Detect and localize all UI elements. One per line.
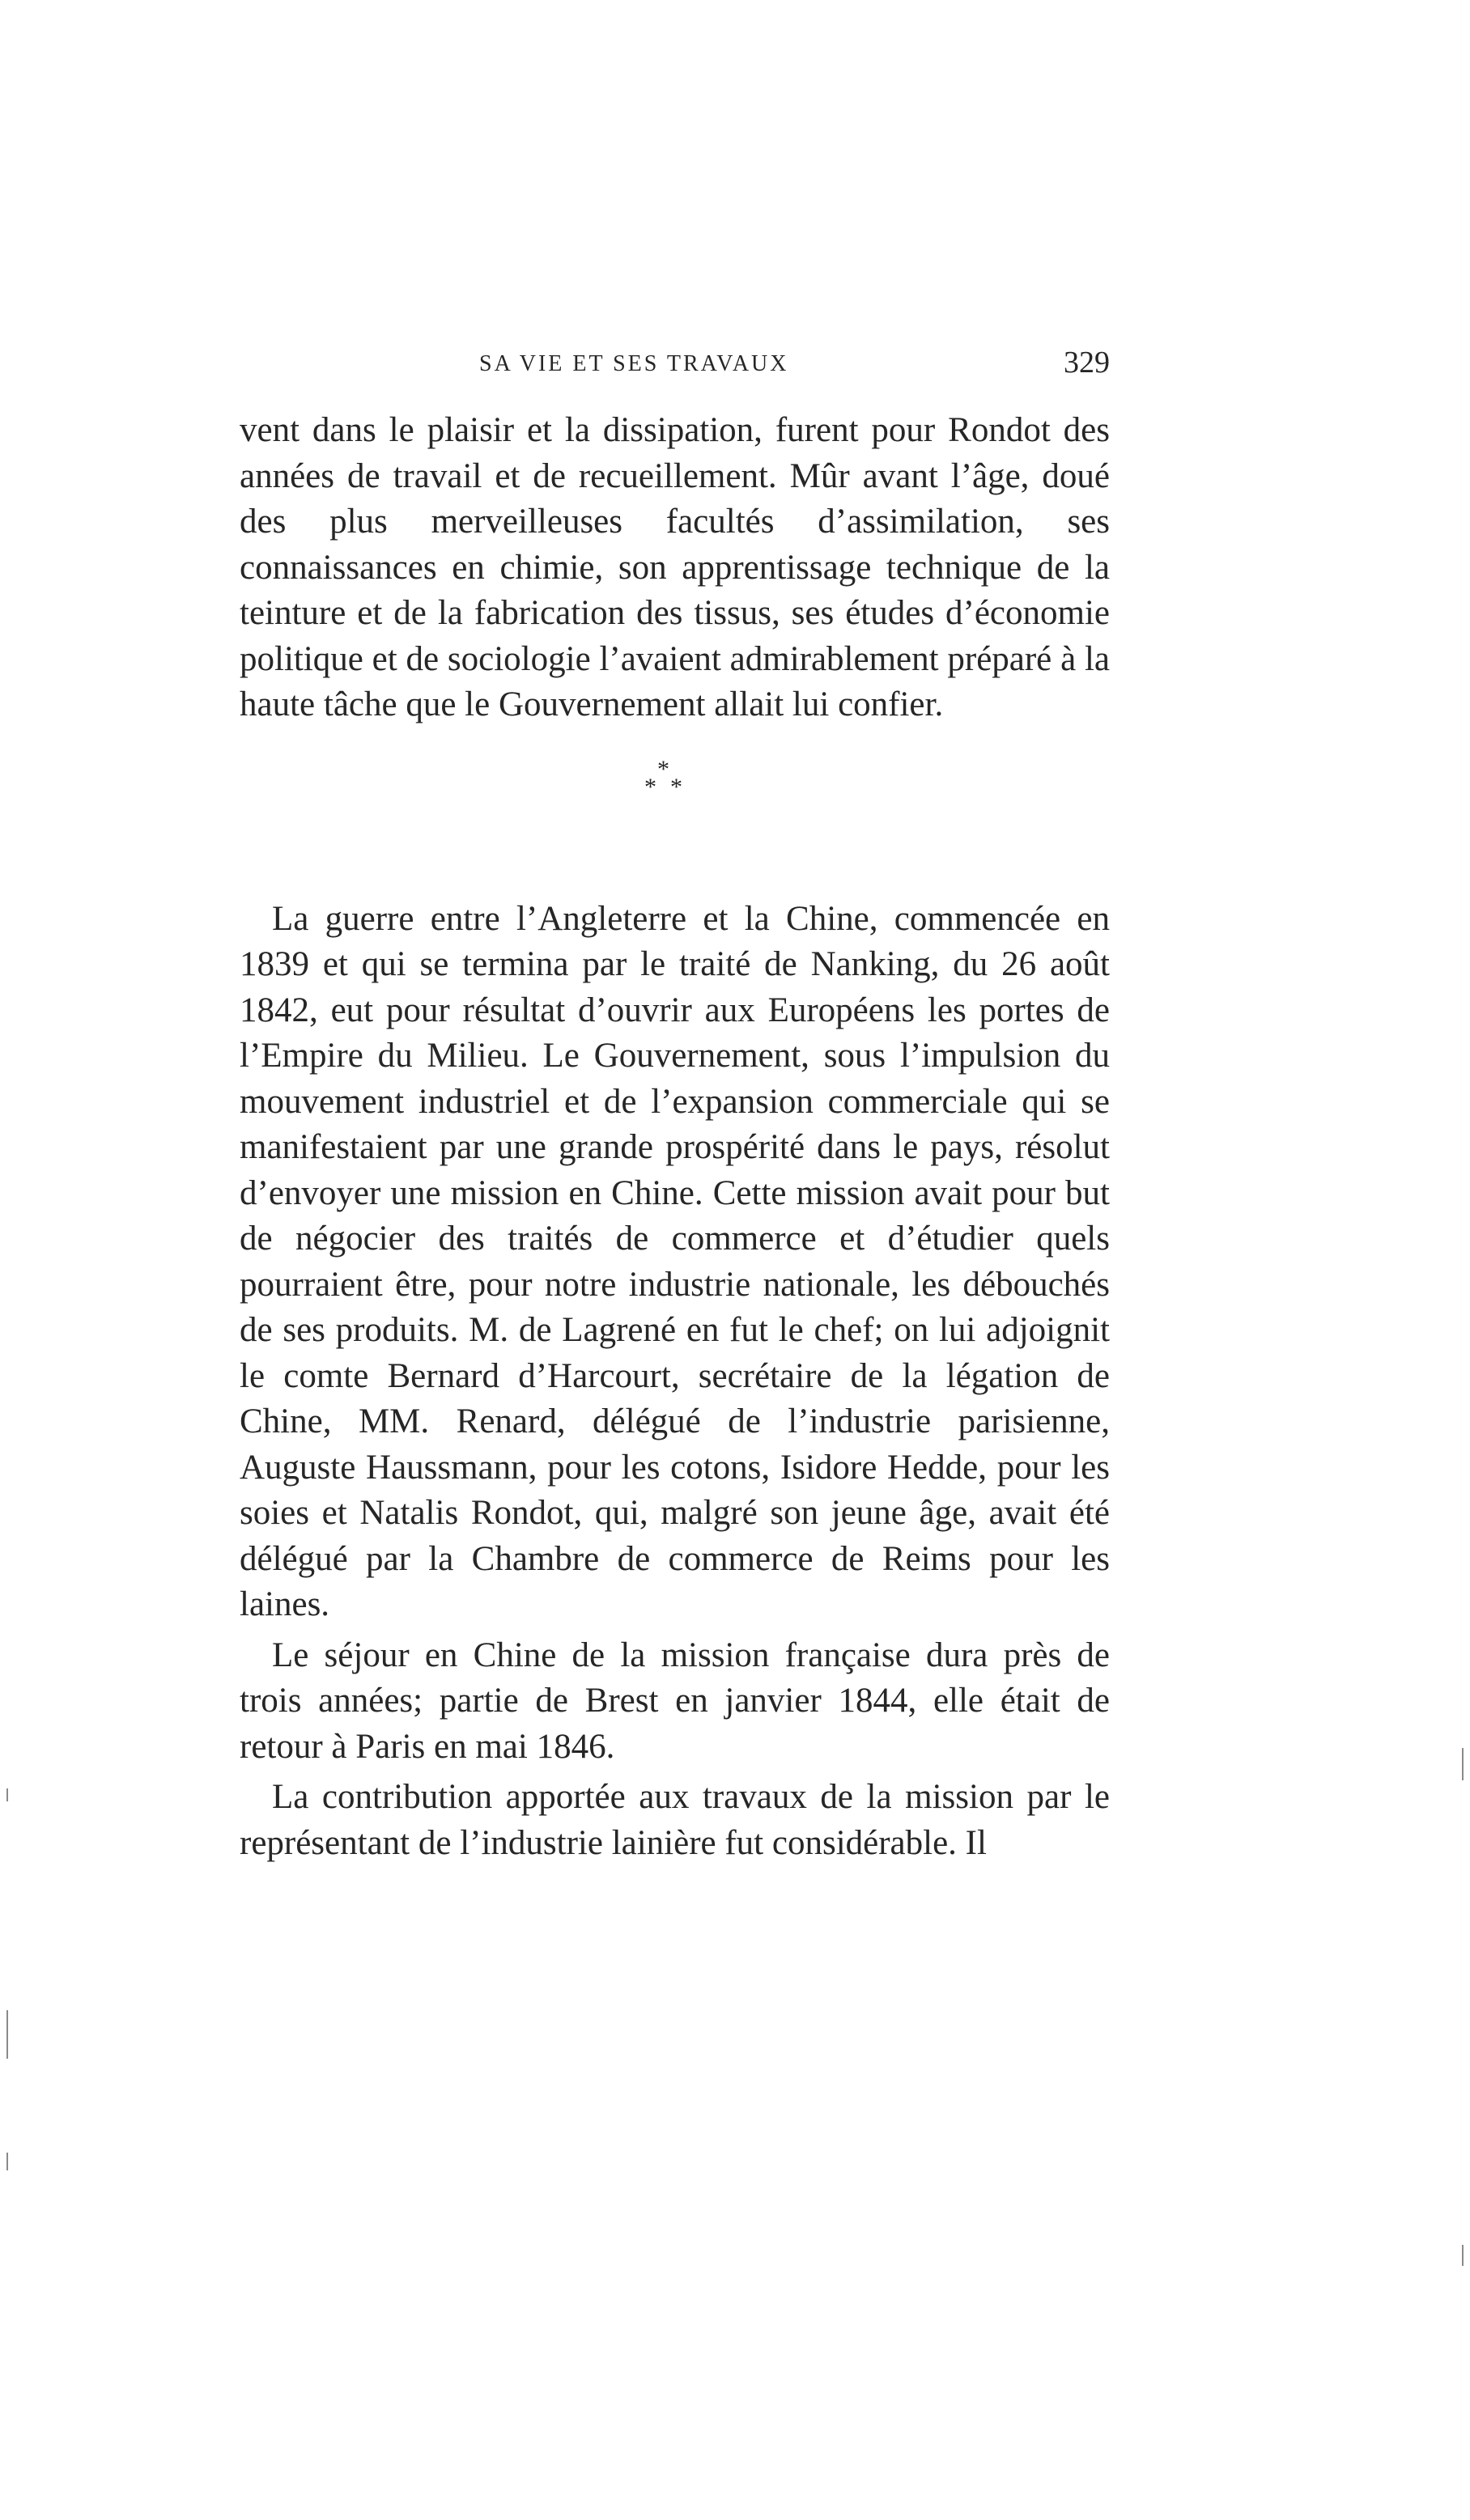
body-text (240, 408, 1110, 1866)
margin-mark (1462, 1748, 1464, 1780)
asterism-star-top: * (657, 755, 669, 783)
running-head: SA VIE ET SES TRAVAUX (479, 351, 789, 376)
page-number: 329 (1064, 346, 1110, 380)
asterism-separator (240, 746, 1110, 848)
paragraph-china-war: La guerre entre l’Angleterre et la Chine, commencée en 1839 et qui se termina par le traité de Nanking, du 26 août 1842, eut pour résultat d’ouvrir aux Européens les portes de l’Empire du Milieu. Le Gouvernement, sous l’impulsion du mouvement industriel et de l’expansion commerciale qui se manifestaient par une grande prospérité dans le pays, résolut d’envoyer une mission en Chine. Cette mission avait pour but de négocier des traités de commerce et d’étudier quels pourraient être, pour notre industrie nationale, les débouchés de ses produits. M. de Lagrené en fut le chef; on lui adjoignit le comte Bernard d’Harcourt, secrétaire de la légation de Chine, MM. Renard, délégué de l’industrie parisienne, Auguste Haussmann, pour les cotons, Isidore Hedde, pour les soies et Natalis Rondot, qui, malgré son jeune âge, avait été délégué par la Chambre de commerce de Reims pour les laines. (240, 899, 1110, 1623)
page-header (240, 343, 1110, 392)
asterism-star-right: * (670, 773, 682, 800)
asterism-star-left: * (644, 773, 656, 800)
paragraph-contribution: La contribution apportée aux travaux de la mission par le représentant de l’industrie lainière fut considérable. Il (240, 1778, 1110, 1862)
paragraph-mission-stay: Le séjour en Chine de la mission française dura près de trois années; partie de Brest en janvier 1844, elle était de retour à Paris en mai 1846. (240, 1635, 1110, 1766)
margin-mark (6, 2153, 8, 2170)
margin-mark (6, 2010, 8, 2059)
paragraph-continuation: vent dans le plaisir et la dissipation, furent pour Rondot des années de travail et de recueillement. Mûr avant l’âge, doué des plus merveilleuses facultés d’assimilation, ses connaissances en chimie, son apprentissage technique de la teinture et de la fabrication des tissus, ses études d’économie politique et de sociologie l’avaient admirablement préparé à la haute tâche que le Gouvernement allait lui confier. (240, 411, 1110, 723)
margin-mark (1462, 2245, 1464, 2266)
margin-mark (6, 1788, 8, 1801)
